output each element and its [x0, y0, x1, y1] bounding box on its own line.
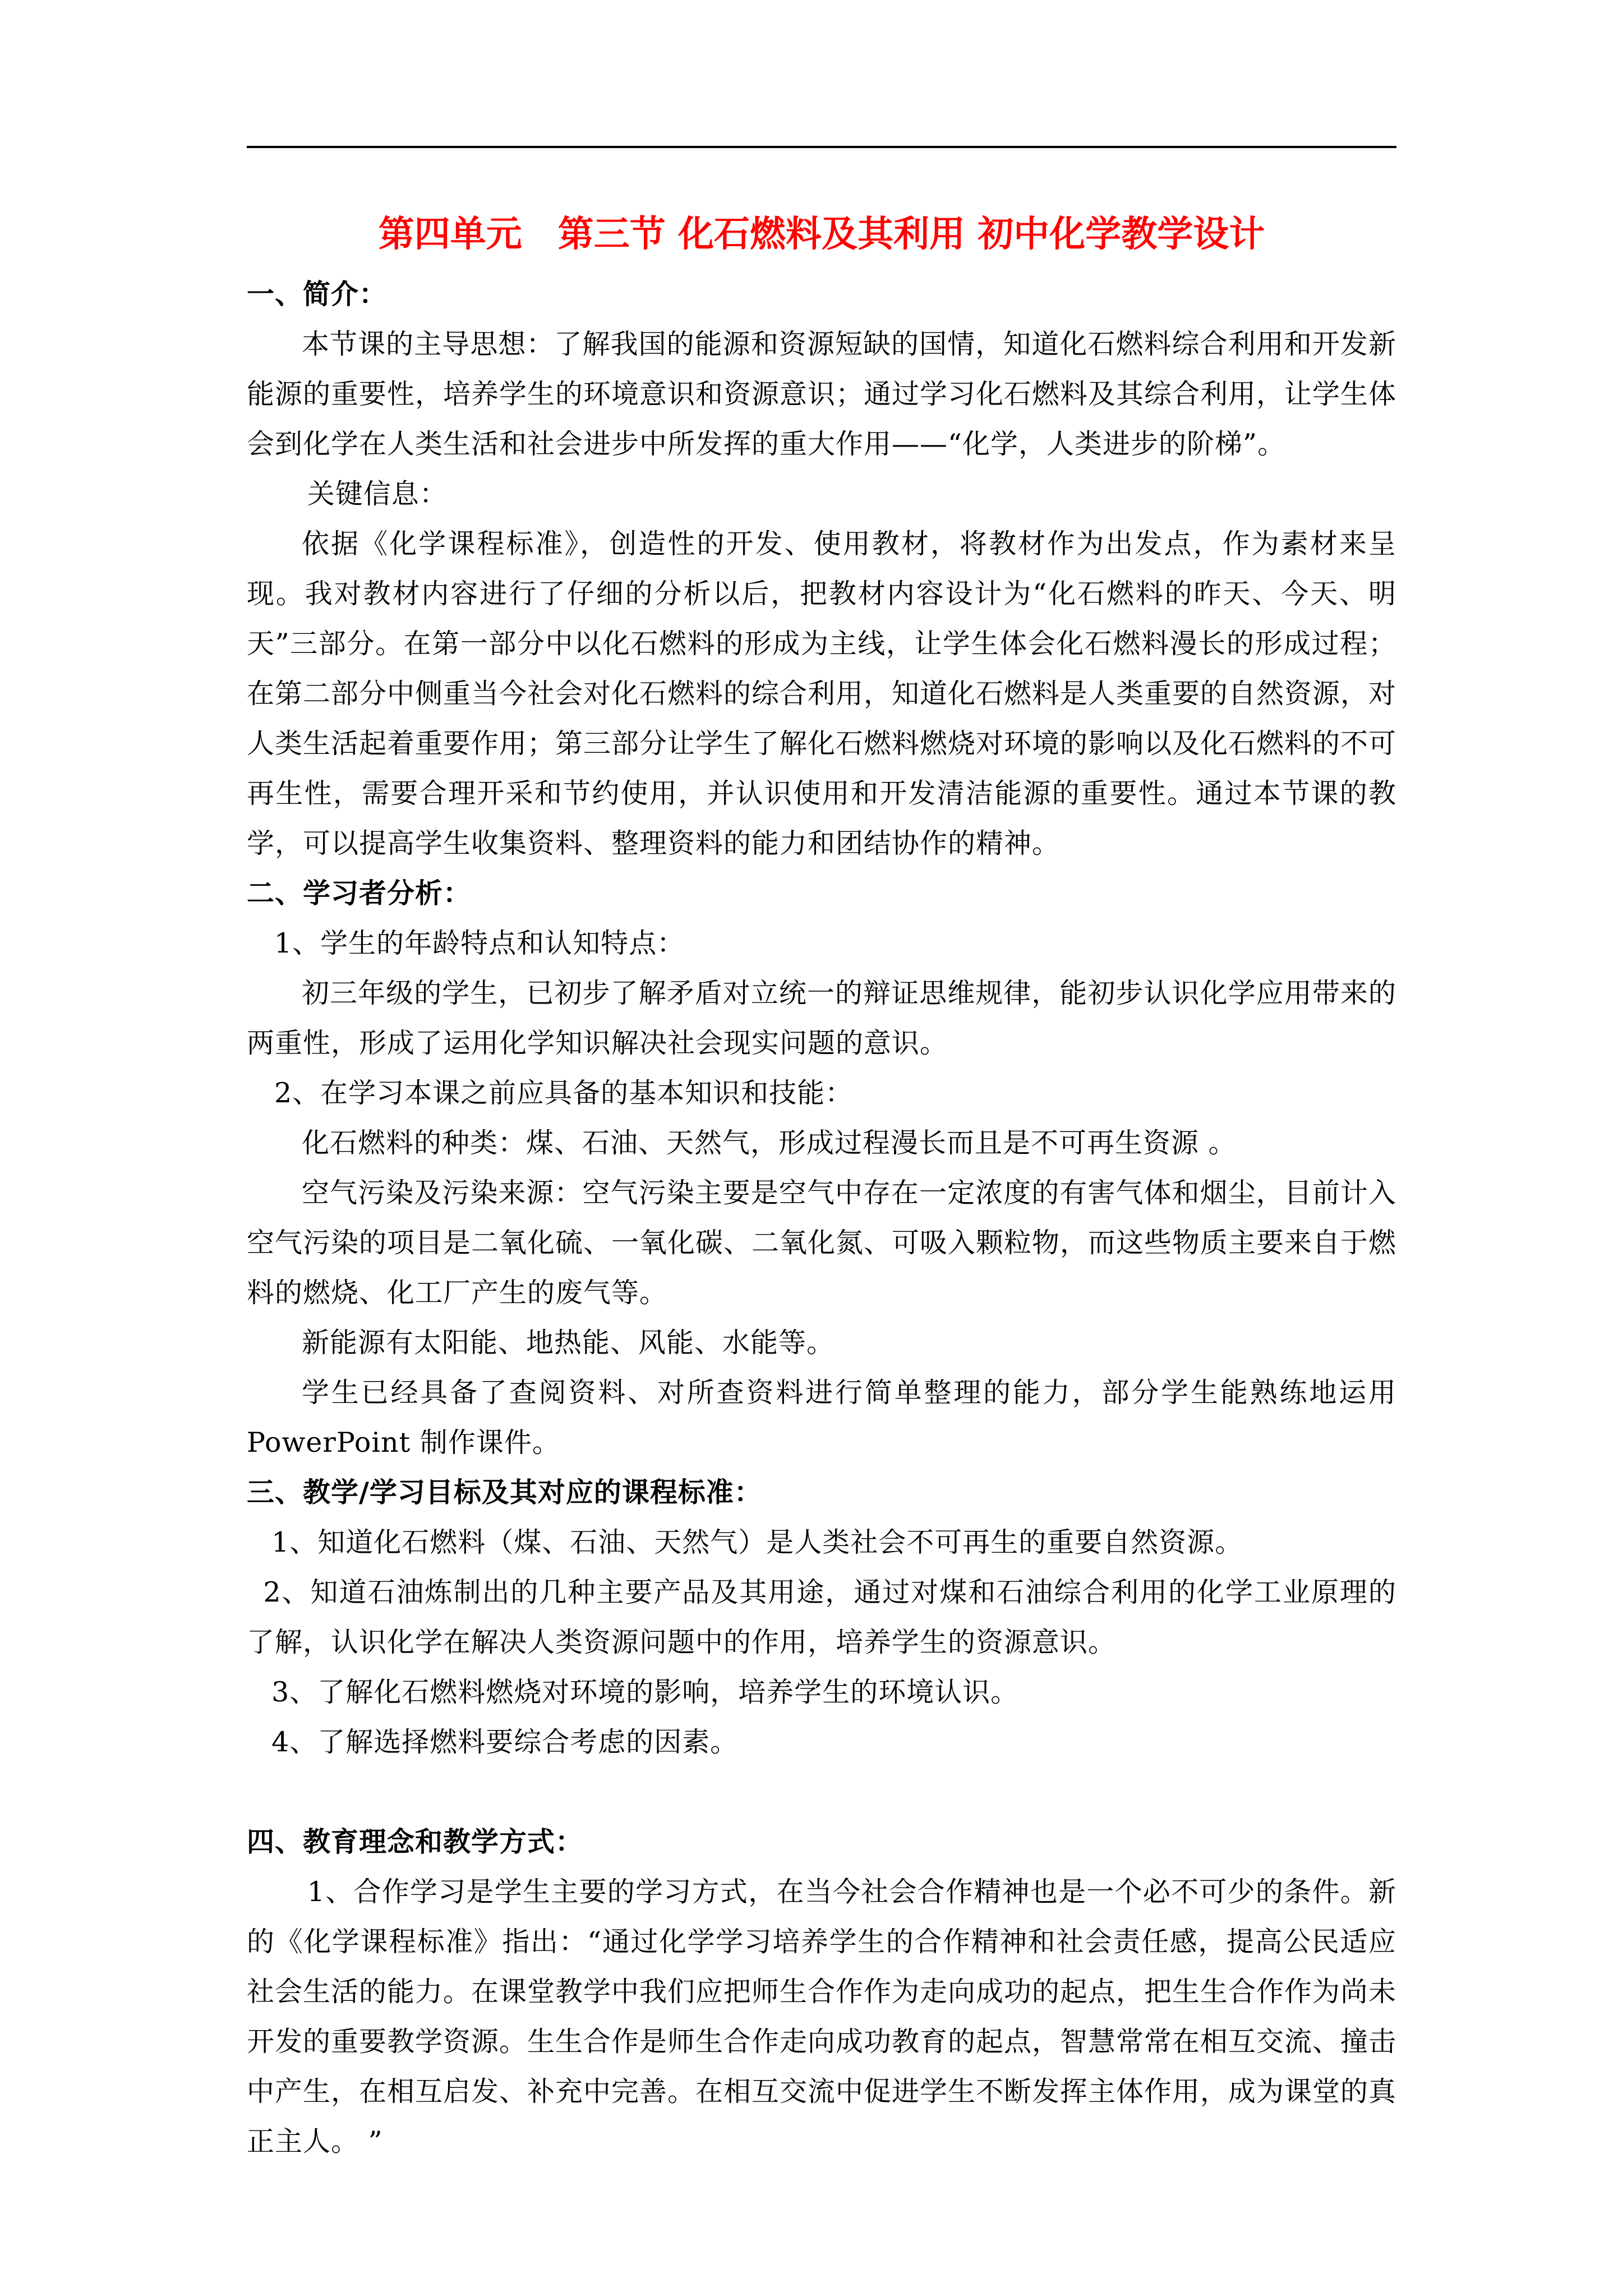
paragraph-fuel-types: 化石燃料的种类：煤、石油、天然气，形成过程漫长而且是不可再生资源 。 — [302, 1127, 1237, 1159]
document-title: 第四单元 第三节 化石燃料及其利用 初中化学教学设计 — [378, 213, 1265, 255]
section-heading-learner-analysis: 二、学习者分析： — [247, 877, 472, 909]
paragraph-key-info: 依据《化学课程标准》，创造性的开发、使用教材，将教材作为出发点，作为素材来呈现。我对教材内容进行了仔细的分析以后，把教材内容设计为“化石燃料的昨天、今天、明天”三部分。在第一部分中以化石燃料的形成为主线，让学生体会化石燃料漫长的形成过程；在第二部分中侧重当今社会对化石燃料的综合利用，知道化石燃料是人类重要的自然资源，对人类生活起着重要作用；第三部分让学生了解化石燃料燃烧对环境的影响以及化石燃料的不可再生性，需要合理开采和节约使用，并认识使用和开发清洁能源的重要性。通过本节课的教学，可以提高学生收集资料、整理资料的能力和团结协作的精神。 — [247, 528, 1397, 859]
paragraph-new-energy: 新能源有太阳能、地热能、风能、水能等。 — [302, 1327, 835, 1359]
paragraph-key-info-label: 关键信息： — [307, 478, 448, 510]
document-body — [247, 208, 1396, 2166]
paragraph-main-idea: 本节课的主导思想：了解我国的能源和资源短缺的国情，知道化石燃料综合利用和开发新能源的重要性，培养学生的环境意识和资源意识；通过学习化石燃料及其综合利用，让学生体会到化学在人类生活和社会进步中所发挥的重大作用——“化学，人类进步的阶梯”。 — [247, 328, 1397, 460]
paragraph-air-pollution: 空气污染及污染来源：空气污染主要是空气中存在一定浓度的有害气体和烟尘，目前计入空气污染的项目是二氧化硫、一氧化碳、二氧化氮、可吸入颗粒物，而这些物质主要来自于燃料的燃烧、化工厂产生的废气等。 — [247, 1177, 1397, 1309]
list-item-objective-3: 3、了解化石燃料燃烧对环境的影响，培养学生的环境认识。 — [271, 1676, 1019, 1708]
section-heading-teaching-philosophy: 四、教育理念和教学方式： — [247, 1825, 584, 1858]
list-item-objective-4: 4、了解选择燃料要综合考虑的因素。 — [271, 1726, 739, 1758]
paragraph-cooperative-learning: 1、合作学习是学生主要的学习方式，在当今社会合作精神也是一个必不可少的条件。新的《化学课程标准》指出：“通过化学学习培养学生的合作精神和社会责任感，提高公民适应社会生活的能力。在课堂教学中我们应把师生合作作为走向成功的起点，把生生合作作为尚未开发的重要教学资源。生生合作是师生合作走向成功教育的起点，智慧常常在相互交流、撞击中产生，在相互启发、补充中完善。在相互交流中促进学生不断发挥主体作用，成为课堂的真正主人。 ” — [247, 1876, 1397, 2157]
list-item-prior-knowledge: 2、在学习本课之前应具备的基本知识和技能： — [274, 1077, 854, 1109]
header-rule — [247, 146, 1396, 148]
paragraph-age-traits: 初三年级的学生，已初步了解矛盾对立统一的辩证思维规律，能初步认识化学应用带来的两重性，形成了运用化学知识解决社会现实问题的意识。 — [247, 977, 1396, 1059]
list-item-objective-2: 2、知道石油炼制出的几种主要产品及其用途，通过对煤和石油综合利用的化学工业原理的了解，认识化学在解决人类资源问题中的作用，培养学生的资源意识。 — [247, 1576, 1396, 1658]
section-heading-intro: 一、简介： — [247, 278, 388, 310]
paragraph-student-skills: 学生已经具备了查阅资料、对所查资料进行简单整理的能力，部分学生能熟练地运用 PowerPoint 制作课件。 — [247, 1377, 1396, 1458]
blank-line — [247, 1767, 1396, 1817]
list-item-objective-1: 1、知道化石燃料（煤、石油、天然气）是人类社会不可再生的重要自然资源。 — [271, 1526, 1243, 1558]
document-page — [247, 0, 1396, 2296]
list-item-age-traits: 1、学生的年龄特点和认知特点： — [274, 927, 685, 959]
section-heading-objectives: 三、教学/学习目标及其对应的课程标准： — [247, 1476, 762, 1508]
